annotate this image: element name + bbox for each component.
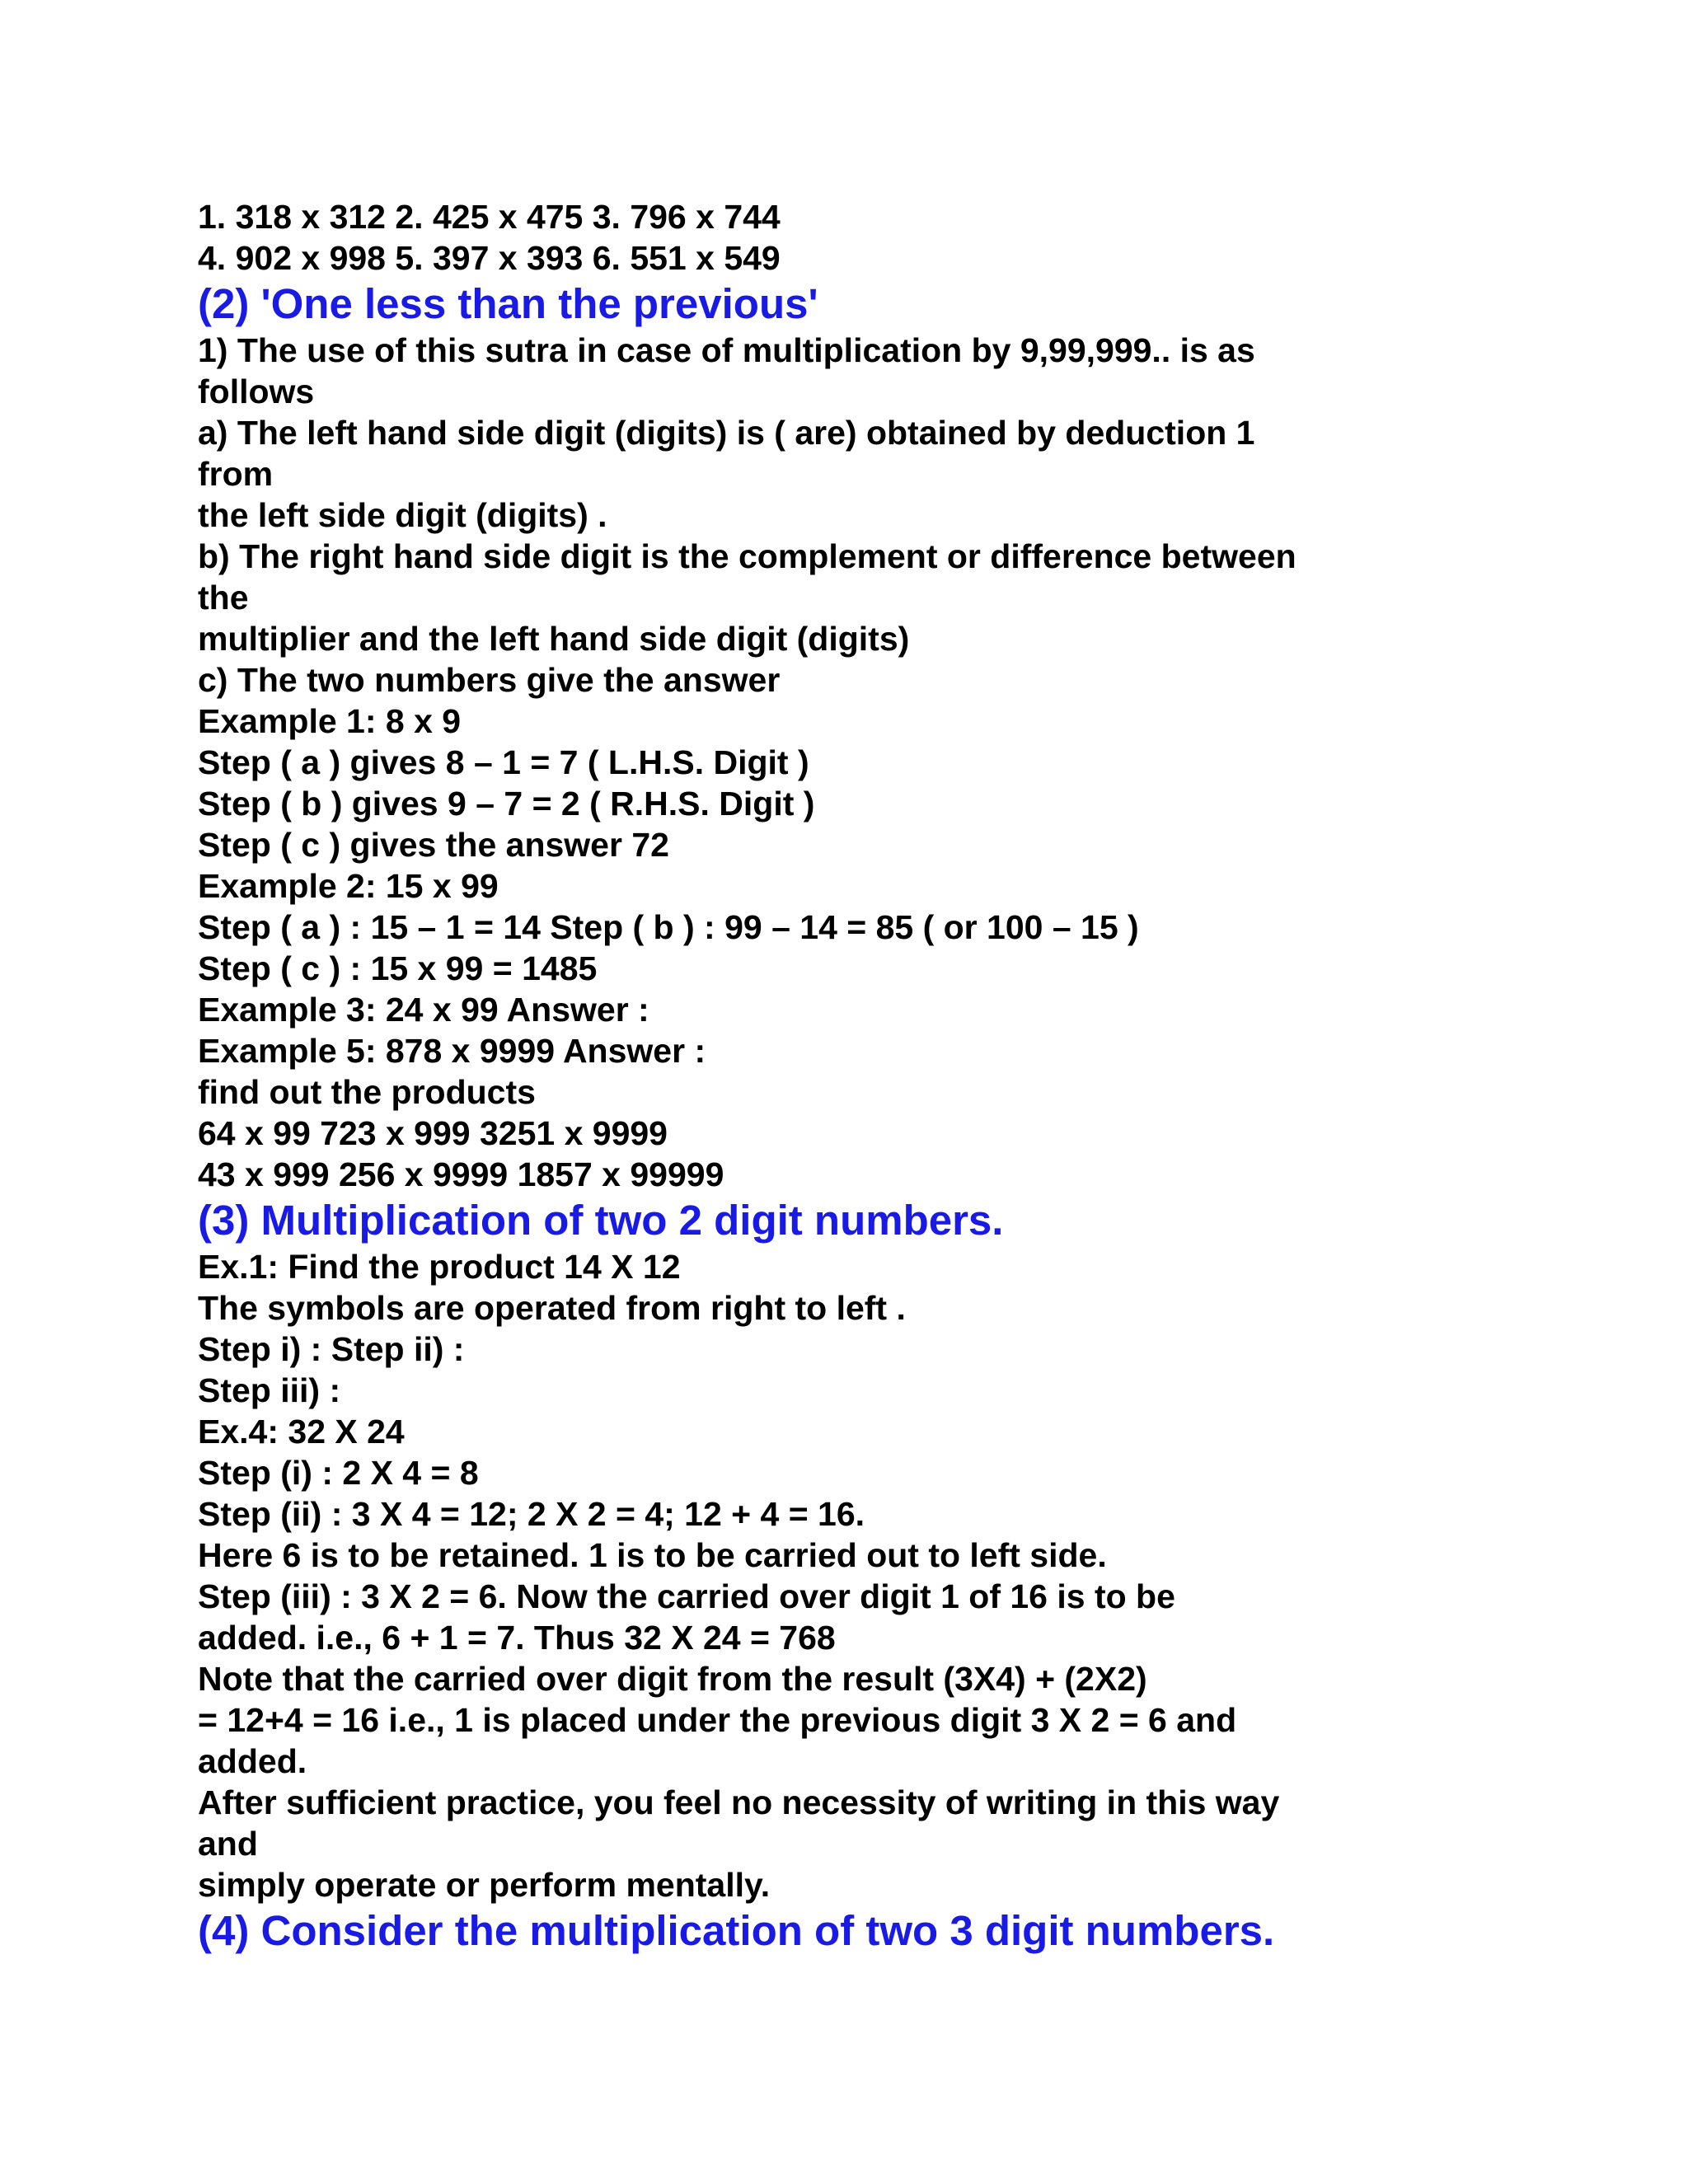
- step-line: Step ( c ) gives the answer 72: [198, 826, 669, 864]
- body-line: find out the products: [198, 1073, 536, 1111]
- example-line: Example 1: 8 x 9: [198, 702, 462, 740]
- example-line: Ex.4: 32 X 24: [198, 1413, 405, 1451]
- step-line: Step i) : Step ii) :: [198, 1330, 465, 1368]
- step-line: Step ( b ) gives 9 – 7 = 2 ( R.H.S. Digit ): [198, 785, 815, 823]
- example-line: Example 2: 15 x 99: [198, 867, 499, 905]
- section-heading: (2) 'One less than the previous': [198, 280, 818, 327]
- body-line: multiplier and the left hand side digit (digits): [198, 620, 910, 658]
- body-line: follows: [198, 373, 315, 410]
- body-line: the left side digit (digits) .: [198, 496, 607, 534]
- exercise-line: 43 x 999 256 x 9999 1857 x 99999: [198, 1155, 724, 1193]
- step-line: Step ( a ) : 15 – 1 = 14 Step ( b ) : 99 – 14 = 85 ( or 100 – 15 ): [198, 908, 1139, 946]
- body-line: simply operate or perform mentally.: [198, 1866, 771, 1904]
- body-line: After sufficient practice, you feel no necessity of writing in this way: [198, 1783, 1280, 1821]
- section-heading: (3) Multiplication of two 2 digit numbers.: [198, 1197, 1004, 1244]
- example-line: Example 3: 24 x 99 Answer :: [198, 991, 649, 1029]
- body-line: added.: [198, 1742, 307, 1780]
- body-line: 1) The use of this sutra in case of multiplication by 9,99,999.. is as: [198, 331, 1255, 369]
- exercise-line: 64 x 99 723 x 999 3251 x 9999: [198, 1114, 668, 1152]
- body-line: c) The two numbers give the answer: [198, 661, 781, 699]
- step-line: Step ( a ) gives 8 – 1 = 7 ( L.H.S. Digit ): [198, 743, 809, 781]
- step-line: Step (ii) : 3 X 4 = 12; 2 X 2 = 4; 12 + 4 = 16.: [198, 1495, 865, 1533]
- body-line: from: [198, 455, 274, 493]
- step-line: Step ( c ) : 15 x 99 = 1485: [198, 949, 598, 987]
- body-line: Note that the carried over digit from the result (3X4) + (2X2): [198, 1660, 1147, 1698]
- body-line: added. i.e., 6 + 1 = 7. Thus 32 X 24 = 768: [198, 1619, 836, 1657]
- body-line: the: [198, 579, 249, 616]
- body-line: = 12+4 = 16 i.e., 1 is placed under the previous digit 3 X 2 = 6 and: [198, 1701, 1237, 1739]
- exercise-line: 4. 902 x 998 5. 397 x 393 6. 551 x 549: [198, 239, 781, 277]
- body-line: The symbols are operated from right to left .: [198, 1289, 906, 1327]
- example-line: Example 5: 878 x 9999 Answer :: [198, 1032, 706, 1070]
- body-line: and: [198, 1825, 258, 1863]
- body-line: Here 6 is to be retained. 1 is to be carried out to left side.: [198, 1536, 1107, 1574]
- document-body: [198, 196, 1484, 1957]
- exercise-line: 1. 318 x 312 2. 425 x 475 3. 796 x 744: [198, 198, 781, 236]
- body-line: a) The left hand side digit (digits) is ( are) obtained by deduction 1: [198, 414, 1255, 452]
- step-line: Step iii) :: [198, 1371, 341, 1409]
- example-line: Ex.1: Find the product 14 X 12: [198, 1248, 681, 1286]
- body-line: b) The right hand side digit is the complement or difference between: [198, 537, 1296, 575]
- step-line: Step (iii) : 3 X 2 = 6. Now the carried over digit 1 of 16 is to be: [198, 1577, 1175, 1615]
- section-heading: (4) Consider the multiplication of two 3 digit numbers.: [198, 1907, 1275, 1954]
- step-line: Step (i) : 2 X 4 = 8: [198, 1454, 479, 1492]
